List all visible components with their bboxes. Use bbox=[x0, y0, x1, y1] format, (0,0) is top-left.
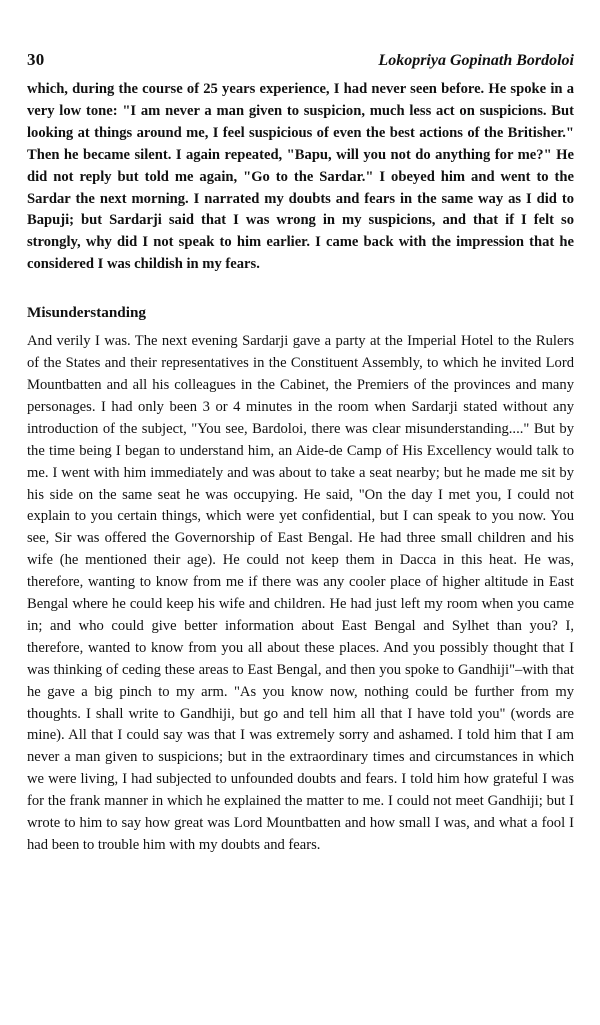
paragraph-continued: which, during the course of 25 years experience, I had never seen before. He spoke in a very low tone: "I am never a man given to suspicion, much less act on suspicions. But looking at things around me, I feel suspicious of even the best actions of the Britisher." Then he became silent. I again repeated, "Bapu, will you not do anything for me?" He did not reply but told me again, "Go to the Sardar." I obeyed him and went to the Sardar the next morning. I narrated my doubts and fears in the same way as I did to Bapuji; but Sardarji said that I was wrong in my suspicions, and that if I felt so strongly, why did I not speak to him earlier. I came back with the impression that he considered I was childish in my fears. bbox=[27, 81, 574, 273]
book-title: Lokopriya Gopinath Bordoloi bbox=[378, 52, 574, 69]
section-heading: Misunderstanding bbox=[27, 304, 147, 322]
running-head bbox=[27, 50, 574, 74]
page-number: 30 bbox=[27, 50, 45, 69]
paragraph-misunderstanding: And verily I was. The next evening Sardarji gave a party at the Imperial Hotel to the Rulers of the States and their representatives in the Constituent Assembly, to which he invited Lord Mountbatten and all his colleagues in the Cabinet, the Premiers of the provinces and many personages. I had only been 3 or 4 minutes in the room when Sardarji stated without any introduction of the subject, "You see, Bardoloi, there was clear misunderstanding...." But by the time being I began to understand him, an Aide-de Camp of His Excellency would talk to me. I went with him immediately and was about to take a seat nearby; but he made me sit by his side on the same seat he was occupying. He said, "On the day I met you, I could not explain to you certain things, which were yet confidential, but I can speak to you now. You see, Sir was offered the Governorship of East Bengal. He had three small children and his wife (he mentioned their age). He could not keep them in Dacca in this heat. He was, therefore, wanting to know from me if there was any cooler place of higher altitude in East Bengal where he could keep his wife and children. He had just left my room when you came in; and who could give better information about East Bengal and Sylhet than you? I, therefore, wanted to know from you all about these places. And you possibly thought that I was thinking of ceding these areas to East Bengal, and then you spoke to Gandhiji"–with that he gave a big pinch to my arm. "As you know now, nothing could be further from my thoughts. I shall write to Gandhiji, but go and tell him all that I have told you" (words are mine). All that I could say was that I was extremely sorry and ashamed. I told him that I am never a man given to suspicions; but in the extraordinary times and circumstances in which we were living, I had subjected to unfounded doubts and fears. I told him how grateful I was for the frank manner in which he explained the matter to me. I could not meet Gandhiji; but I wrote to him to say how great was Lord Mountbatten and how small I was, and what a fool I had been to trouble him with my doubts and fears. bbox=[27, 333, 574, 853]
